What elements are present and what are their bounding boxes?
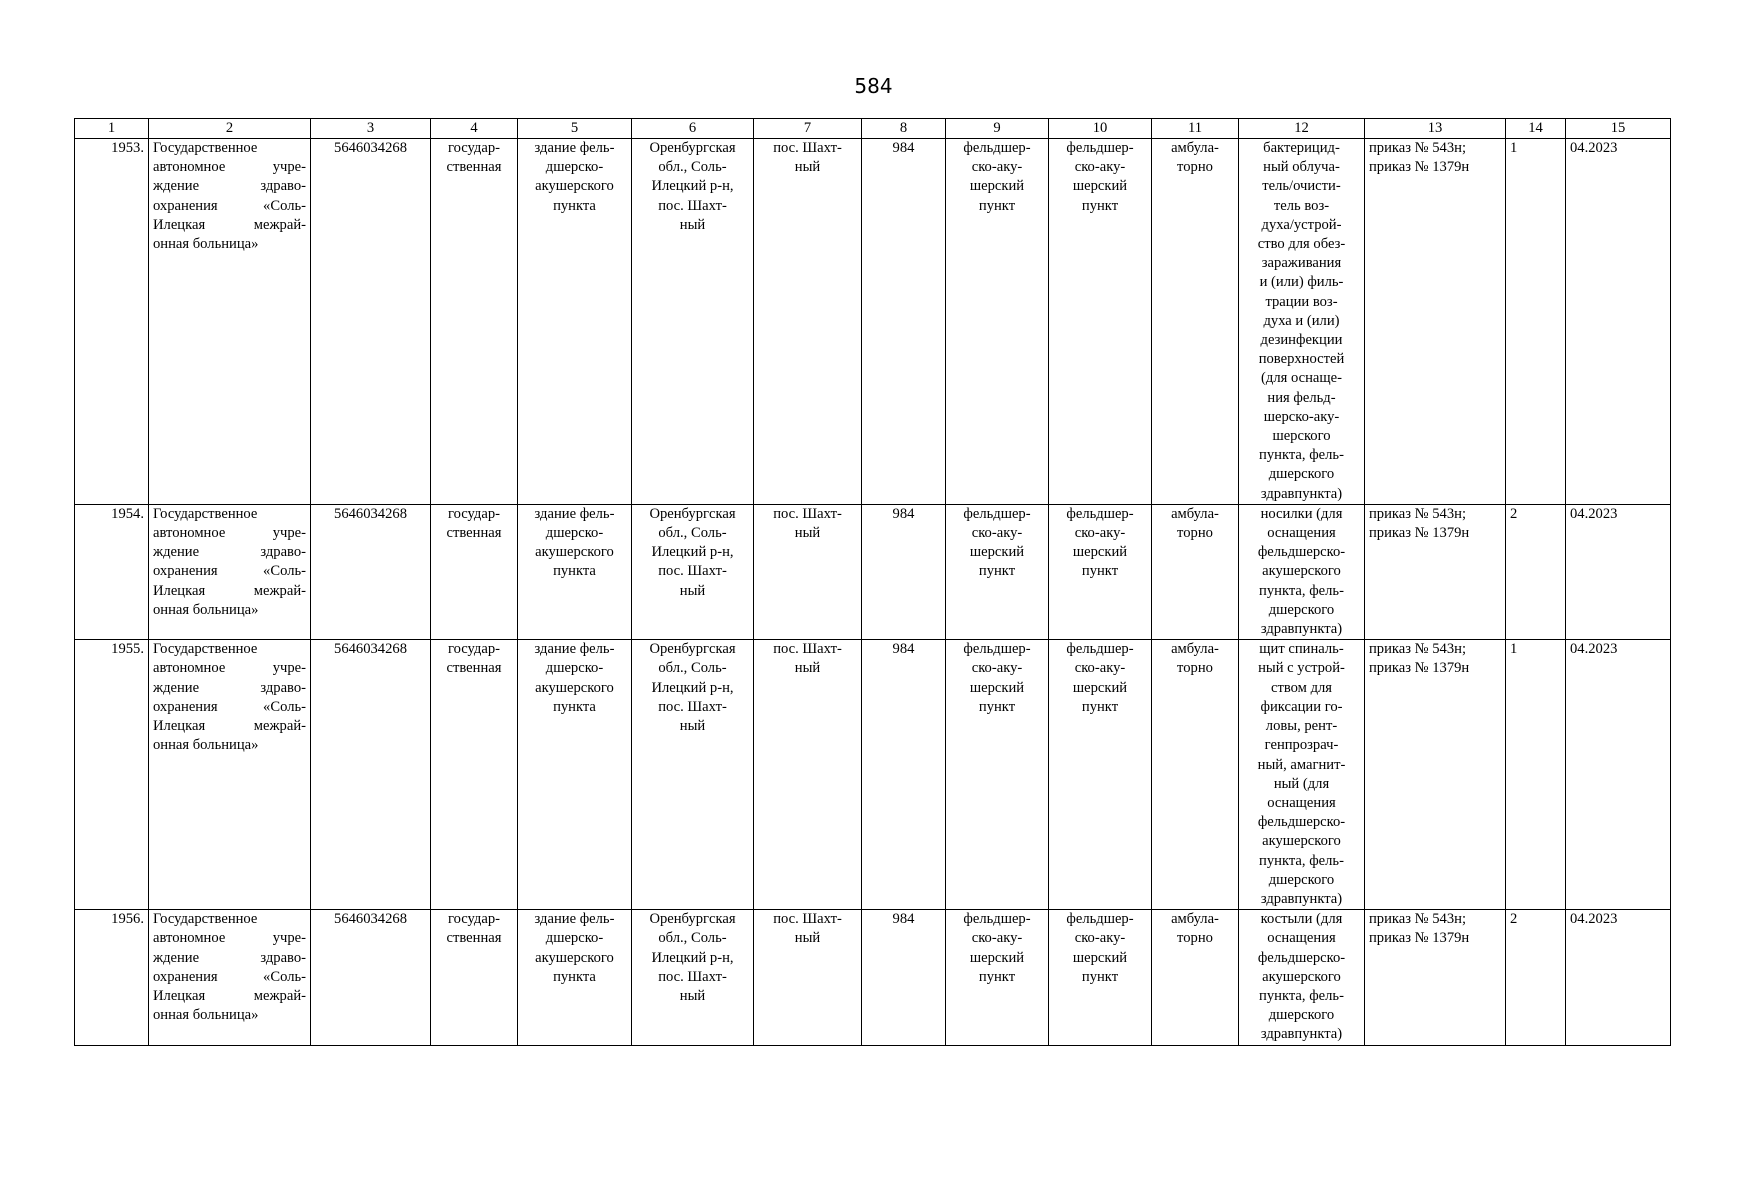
orders-cell xyxy=(1365,504,1506,639)
cell-line: охранения «Соль- xyxy=(153,968,306,985)
cell-line: приказ № 543н; xyxy=(1369,140,1467,156)
cell-line: ско-аку- xyxy=(971,930,1023,947)
cell-line: фельдшер- xyxy=(963,140,1031,156)
cell-line: шерского xyxy=(1272,428,1331,445)
cell-line: пункт xyxy=(1081,698,1119,715)
cell-line: здание фель- xyxy=(534,911,615,928)
cell-line: Илецкий р-н, xyxy=(651,544,734,561)
row-number-cell: 1956. xyxy=(75,910,149,1045)
cell-line: Государственное xyxy=(153,140,258,156)
cell-line: амбула- xyxy=(1171,140,1219,156)
cell-line: Оренбургская xyxy=(649,641,736,658)
cell-line: ско-аку- xyxy=(1074,525,1126,542)
cell-line: ждение здраво- xyxy=(153,544,306,561)
page-number: 584 xyxy=(854,74,893,98)
cell-line: дезинфекции xyxy=(1260,332,1343,349)
cell-line: пункта xyxy=(553,968,596,985)
cell-line: костыли (для xyxy=(1260,911,1343,928)
organization-cell xyxy=(149,139,311,505)
cell-line: приказ № 1379н xyxy=(1369,525,1470,542)
ownership-cell xyxy=(431,504,518,639)
cell-line: тель/очисти- xyxy=(1262,178,1341,195)
cell-line: пункта, фель- xyxy=(1259,447,1344,464)
cell-line: Оренбургская xyxy=(649,140,736,156)
cell-line: ством для xyxy=(1271,679,1332,696)
cell-line: шерский xyxy=(969,178,1025,195)
cell-line: шерско-аку- xyxy=(1263,408,1340,425)
cell-line: Оренбургская xyxy=(649,911,736,928)
column-number: 13 xyxy=(1365,119,1506,139)
care-form-cell xyxy=(1152,910,1239,1045)
cell-line: амбула- xyxy=(1171,505,1219,522)
row-number-cell: 1953. xyxy=(75,139,149,505)
column-number: 12 xyxy=(1239,119,1365,139)
cell-line: ный с устрой- xyxy=(1258,660,1345,677)
facility-subtype-cell xyxy=(1049,910,1152,1045)
cell-line: охранения «Соль- xyxy=(153,698,306,715)
cell-line: здравпункта) xyxy=(1260,1026,1343,1043)
cell-line: ный xyxy=(679,987,706,1004)
cell-line: шерский xyxy=(969,679,1025,696)
cell-line: фельдшерско- xyxy=(1257,814,1346,831)
cell-line: Илецкий р-н, xyxy=(651,178,734,195)
cell-line: ственная xyxy=(446,159,502,176)
cell-line: ственная xyxy=(446,660,502,677)
cell-line: оснащения xyxy=(1267,525,1336,542)
column-number-row xyxy=(75,119,1671,139)
cell-line: амбула- xyxy=(1171,911,1219,928)
cell-line: Илецкая межрай- xyxy=(153,987,306,1004)
cell-line: государ- xyxy=(447,911,500,928)
cell-line: фельдшер- xyxy=(1066,505,1134,522)
cell-line: и (или) филь- xyxy=(1259,274,1344,291)
cell-line: акушерского xyxy=(535,679,614,696)
cell-line: бактерицид- xyxy=(1263,140,1340,156)
cell-line: государ- xyxy=(447,505,500,522)
ownership-cell xyxy=(431,640,518,910)
equipment-cell xyxy=(1239,139,1365,505)
cell-line: дшерского xyxy=(1268,1007,1335,1024)
cell-line: Илецкая межрай- xyxy=(153,216,306,233)
building-cell xyxy=(518,139,632,505)
cell-line: пос. Шахт- xyxy=(658,197,727,214)
cell-line: здание фель- xyxy=(534,505,615,522)
cell-line: приказ № 1379н xyxy=(1369,930,1470,947)
cell-line: оснащения xyxy=(1267,794,1336,811)
cell-line: шерский xyxy=(1072,679,1128,696)
column-number: 2 xyxy=(149,119,311,139)
row-number-cell: 1954. xyxy=(75,504,149,639)
cell-line: Илецкая межрай- xyxy=(153,718,306,735)
cell-line: акушерского xyxy=(535,544,614,561)
cell-line: акушерского xyxy=(535,178,614,195)
cell-line: фельдшер- xyxy=(1066,911,1134,928)
ownership-cell xyxy=(431,139,518,505)
cell-line: приказ № 543н; xyxy=(1369,505,1467,522)
cell-line: шерский xyxy=(1072,178,1128,195)
cell-line: пос. Шахт- xyxy=(658,563,727,580)
cell-line: ство для обез- xyxy=(1257,236,1346,253)
organization-cell xyxy=(149,504,311,639)
cell-line: пункт xyxy=(978,698,1016,715)
cell-line: акушерского xyxy=(1262,833,1341,850)
cell-line: ждение здраво- xyxy=(153,949,306,966)
date-cell: 04.2023 xyxy=(1566,910,1671,1045)
cell-line: генпрозрач- xyxy=(1264,737,1339,754)
date-cell: 04.2023 xyxy=(1566,139,1671,505)
cell-line: государ- xyxy=(447,641,500,658)
organization-cell xyxy=(149,910,311,1045)
code-cell: 984 xyxy=(862,910,946,1045)
cell-line: приказ № 543н; xyxy=(1369,911,1467,928)
column-number: 4 xyxy=(431,119,518,139)
column-number: 14 xyxy=(1506,119,1566,139)
cell-line: пункта, фель- xyxy=(1259,987,1344,1004)
cell-line: ный xyxy=(794,159,821,176)
cell-line: ный, амагнит- xyxy=(1257,756,1346,773)
cell-line: здравпункта) xyxy=(1260,890,1343,907)
quantity-cell: 2 xyxy=(1506,504,1566,639)
cell-line: ско-аку- xyxy=(1074,930,1126,947)
equipment-cell xyxy=(1239,910,1365,1045)
cell-line: поверхностей xyxy=(1258,351,1345,368)
cell-line: здание фель- xyxy=(534,140,615,156)
register-table xyxy=(74,118,1671,1046)
cell-line: ный xyxy=(794,660,821,677)
quantity-cell: 1 xyxy=(1506,139,1566,505)
cell-line: фельдшер- xyxy=(963,505,1031,522)
building-cell xyxy=(518,640,632,910)
cell-line: автономное учре- xyxy=(153,660,306,677)
cell-line: ный xyxy=(679,582,706,599)
quantity-cell: 1 xyxy=(1506,640,1566,910)
cell-line: амбула- xyxy=(1171,641,1219,658)
column-number: 9 xyxy=(946,119,1049,139)
cell-line: ственная xyxy=(446,525,502,542)
cell-line: торно xyxy=(1177,525,1213,542)
cell-line: акушерского xyxy=(535,949,614,966)
care-form-cell xyxy=(1152,640,1239,910)
cell-line: фельдшер- xyxy=(1066,641,1134,658)
cell-line: обл., Соль- xyxy=(658,660,727,677)
facility-subtype-cell xyxy=(1049,139,1152,505)
cell-line: пункт xyxy=(978,197,1016,214)
settlement-cell xyxy=(754,504,862,639)
cell-line: охранения «Соль- xyxy=(153,197,306,214)
ownership-cell xyxy=(431,910,518,1045)
code-cell: 984 xyxy=(862,139,946,505)
care-form-cell xyxy=(1152,504,1239,639)
cell-line: ждение здраво- xyxy=(153,679,306,696)
address-cell xyxy=(632,640,754,910)
cell-line: пос. Шахт- xyxy=(773,911,842,928)
orders-cell xyxy=(1365,640,1506,910)
cell-line: акушерского xyxy=(1262,968,1341,985)
inn-cell: 5646034268 xyxy=(311,910,431,1045)
cell-line: ско-аку- xyxy=(1074,660,1126,677)
column-number: 10 xyxy=(1049,119,1152,139)
cell-line: государ- xyxy=(447,140,500,156)
cell-line: торно xyxy=(1177,930,1213,947)
cell-line: дшерско- xyxy=(545,525,604,542)
address-cell xyxy=(632,504,754,639)
cell-line: обл., Соль- xyxy=(658,930,727,947)
table-row xyxy=(75,139,1671,505)
equipment-cell xyxy=(1239,504,1365,639)
cell-line: приказ № 543н; xyxy=(1369,641,1467,658)
cell-line: дшерского xyxy=(1268,871,1335,888)
inn-cell: 5646034268 xyxy=(311,139,431,505)
cell-line: шерский xyxy=(969,949,1025,966)
cell-line: шерский xyxy=(1072,544,1128,561)
cell-line: пункт xyxy=(1081,563,1119,580)
cell-line: ный (для xyxy=(1273,775,1330,792)
cell-line: Государственное xyxy=(153,505,258,522)
cell-line: приказ № 1379н xyxy=(1369,660,1470,677)
table-row xyxy=(75,910,1671,1045)
cell-line: торно xyxy=(1177,159,1213,176)
cell-line: обл., Соль- xyxy=(658,525,727,542)
cell-line: духа/устрой- xyxy=(1261,216,1342,233)
settlement-cell xyxy=(754,640,862,910)
settlement-cell xyxy=(754,139,862,505)
cell-line: ный облуча- xyxy=(1263,159,1340,176)
cell-line: тель воз- xyxy=(1273,197,1330,214)
cell-line: автономное учре- xyxy=(153,930,306,947)
cell-line: акушерского xyxy=(1262,563,1341,580)
cell-line: ско-аку- xyxy=(971,525,1023,542)
cell-line: пункта xyxy=(553,197,596,214)
column-number: 1 xyxy=(75,119,149,139)
cell-line: дшерско- xyxy=(545,159,604,176)
building-cell xyxy=(518,910,632,1045)
cell-line: приказ № 1379н xyxy=(1369,159,1470,176)
facility-type-cell xyxy=(946,139,1049,505)
cell-line: ственная xyxy=(446,930,502,947)
facility-type-cell xyxy=(946,504,1049,639)
cell-line: ско-аку- xyxy=(971,660,1023,677)
cell-line: фельдшер- xyxy=(963,641,1031,658)
cell-line: дшерского xyxy=(1268,601,1335,618)
cell-line: фельдшерско- xyxy=(1257,544,1346,561)
cell-line: духа и (или) xyxy=(1263,312,1340,329)
cell-line: ско-аку- xyxy=(1074,159,1126,176)
cell-line: фиксации го- xyxy=(1260,698,1343,715)
cell-line: автономное учре- xyxy=(153,159,306,176)
cell-line: онная больница» xyxy=(153,236,259,253)
building-cell xyxy=(518,504,632,639)
column-number: 7 xyxy=(754,119,862,139)
cell-line: пос. Шахт- xyxy=(658,698,727,715)
cell-line: торно xyxy=(1177,660,1213,677)
facility-type-cell xyxy=(946,910,1049,1045)
column-number: 3 xyxy=(311,119,431,139)
cell-line: ловы, рент- xyxy=(1265,718,1338,735)
code-cell: 984 xyxy=(862,640,946,910)
cell-line: охранения «Соль- xyxy=(153,563,306,580)
cell-line: пункта xyxy=(553,698,596,715)
cell-line: дшерского xyxy=(1268,466,1335,483)
cell-line: онная больница» xyxy=(153,737,259,754)
row-number-cell: 1955. xyxy=(75,640,149,910)
column-number: 11 xyxy=(1152,119,1239,139)
cell-line: пос. Шахт- xyxy=(773,641,842,658)
column-number: 5 xyxy=(518,119,632,139)
cell-line: (для оснаще- xyxy=(1261,370,1342,387)
cell-line: оснащения xyxy=(1267,930,1336,947)
table-row xyxy=(75,640,1671,910)
cell-line: Илецкий р-н, xyxy=(651,679,734,696)
cell-line: пункт xyxy=(978,968,1016,985)
address-cell xyxy=(632,910,754,1045)
cell-line: щит спиналь- xyxy=(1259,641,1344,658)
cell-line: пункт xyxy=(978,563,1016,580)
cell-line: трации воз- xyxy=(1265,293,1338,310)
facility-subtype-cell xyxy=(1049,640,1152,910)
cell-line: ный xyxy=(679,718,706,735)
cell-line: дшерско- xyxy=(545,930,604,947)
organization-cell xyxy=(149,640,311,910)
inn-cell: 5646034268 xyxy=(311,640,431,910)
column-number: 8 xyxy=(862,119,946,139)
cell-line: фельдшер- xyxy=(1066,140,1134,156)
cell-line: ный xyxy=(794,930,821,947)
orders-cell xyxy=(1365,139,1506,505)
cell-line: здание фель- xyxy=(534,641,615,658)
orders-cell xyxy=(1365,910,1506,1045)
cell-line: пос. Шахт- xyxy=(773,140,842,156)
cell-line: Государственное xyxy=(153,911,258,928)
date-cell: 04.2023 xyxy=(1566,640,1671,910)
cell-line: ный xyxy=(679,216,706,233)
cell-line: шерский xyxy=(1072,949,1128,966)
cell-line: пункта xyxy=(553,563,596,580)
column-number: 6 xyxy=(632,119,754,139)
cell-line: фельдшерско- xyxy=(1257,949,1346,966)
cell-line: пункт xyxy=(1081,197,1119,214)
cell-line: здравпункта) xyxy=(1260,485,1343,502)
cell-line: Оренбургская xyxy=(649,505,736,522)
cell-line: Илецкая межрай- xyxy=(153,582,306,599)
settlement-cell xyxy=(754,910,862,1045)
cell-line: онная больница» xyxy=(153,1007,259,1024)
cell-line: носилки (для xyxy=(1260,505,1343,522)
inn-cell: 5646034268 xyxy=(311,504,431,639)
cell-line: пункта, фель- xyxy=(1259,852,1344,869)
code-cell: 984 xyxy=(862,504,946,639)
cell-line: ждение здраво- xyxy=(153,178,306,195)
address-cell xyxy=(632,139,754,505)
cell-line: дшерско- xyxy=(545,660,604,677)
cell-line: пос. Шахт- xyxy=(658,968,727,985)
quantity-cell: 2 xyxy=(1506,910,1566,1045)
table-row xyxy=(75,504,1671,639)
cell-line: ско-аку- xyxy=(971,159,1023,176)
cell-line: пункт xyxy=(1081,968,1119,985)
cell-line: Илецкий р-н, xyxy=(651,949,734,966)
date-cell: 04.2023 xyxy=(1566,504,1671,639)
facility-type-cell xyxy=(946,640,1049,910)
cell-line: пункта, фель- xyxy=(1259,582,1344,599)
cell-line: обл., Соль- xyxy=(658,159,727,176)
care-form-cell xyxy=(1152,139,1239,505)
cell-line: ния фельд- xyxy=(1267,389,1336,406)
cell-line: онная больница» xyxy=(153,601,259,618)
cell-line: автономное учре- xyxy=(153,525,306,542)
cell-line: Государственное xyxy=(153,641,258,658)
cell-line: фельдшер- xyxy=(963,911,1031,928)
cell-line: здравпункта) xyxy=(1260,621,1343,638)
cell-line: шерский xyxy=(969,544,1025,561)
facility-subtype-cell xyxy=(1049,504,1152,639)
column-number: 15 xyxy=(1566,119,1671,139)
cell-line: пос. Шахт- xyxy=(773,505,842,522)
equipment-cell xyxy=(1239,640,1365,910)
cell-line: зараживания xyxy=(1261,255,1342,272)
cell-line: ный xyxy=(794,525,821,542)
